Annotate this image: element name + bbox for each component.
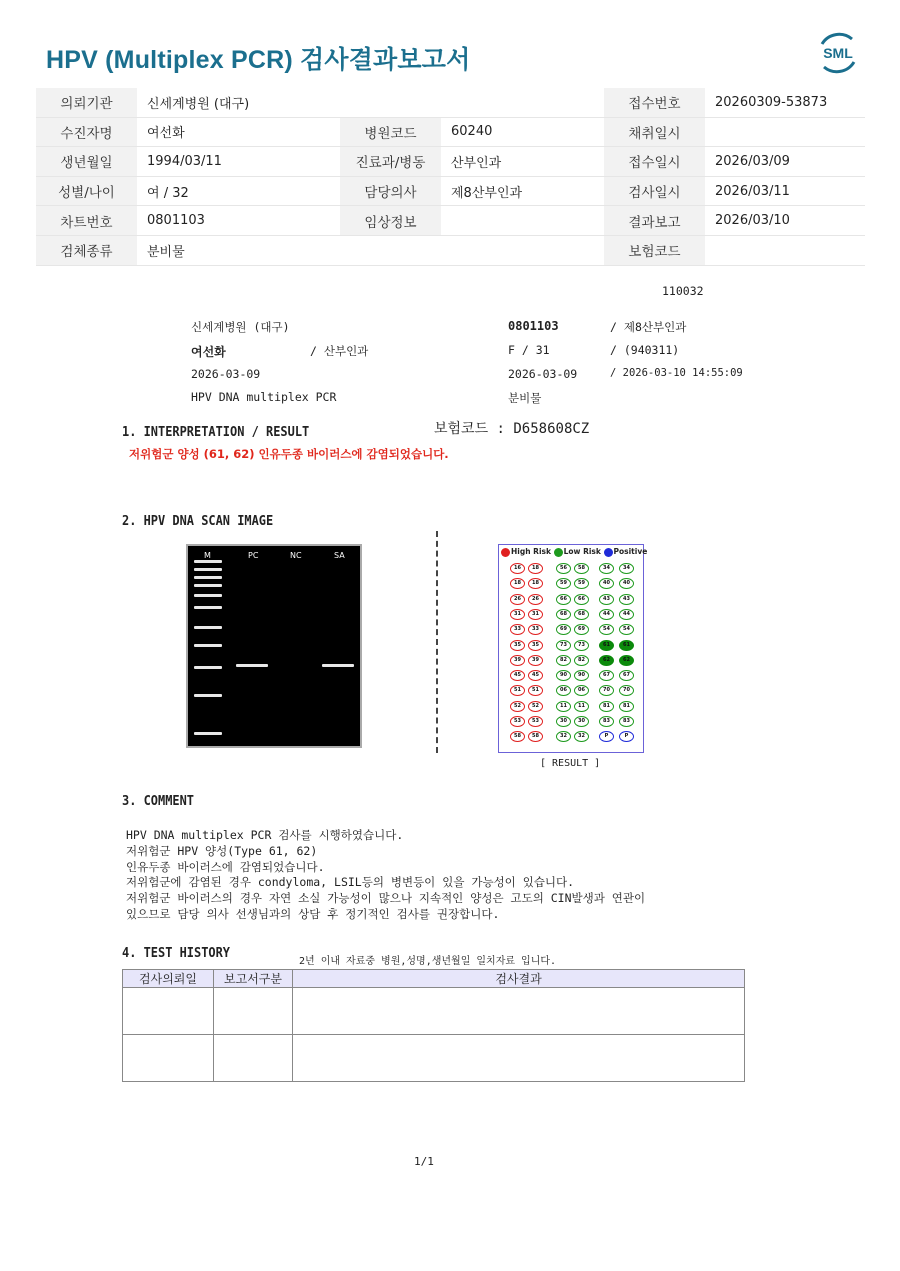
hpv-type-cell: 52 <box>528 701 543 712</box>
info-label: 검사일시 <box>604 176 705 206</box>
hpv-type-cell: 44 <box>619 609 634 620</box>
hpv-type-cell: 18 <box>510 578 525 589</box>
hpv-type-cell: 59 <box>556 578 571 589</box>
report-specimen: 분비물 <box>508 391 542 405</box>
marker-band <box>194 666 222 669</box>
info-row <box>36 147 865 177</box>
marker-band <box>194 626 222 629</box>
hpv-type-cell: 58 <box>510 731 525 742</box>
info-row <box>36 176 865 206</box>
info-row <box>36 235 865 265</box>
marker-band <box>194 584 222 587</box>
legend-low: Low Risk <box>563 547 601 556</box>
hpv-type-cell: 53 <box>510 716 525 727</box>
hpv-type-cell: 43 <box>619 594 634 605</box>
hpv-type-cell: 66 <box>574 594 589 605</box>
info-value: 0801103 <box>137 206 340 236</box>
section-history-title: 4. TEST HISTORY <box>122 946 231 961</box>
info-row <box>36 117 865 147</box>
info-value: 여선화 <box>137 117 340 147</box>
info-label: 성별/나이 <box>36 176 137 206</box>
hpv-type-cell: P <box>619 731 634 742</box>
info-value <box>705 117 865 147</box>
hpv-type-cell: 18 <box>528 578 543 589</box>
hpv-type-cell: 18 <box>528 563 543 574</box>
hpv-type-cell: 39 <box>510 655 525 666</box>
history-note: 2년 이내 자료중 병원,성명,생년월일 일치자료 입니다. <box>299 956 557 967</box>
hpv-type-cell: 81 <box>619 701 634 712</box>
section-scan-image-title: 2. HPV DNA SCAN IMAGE <box>122 514 274 529</box>
report-id-code: / (940311) <box>610 343 680 357</box>
info-label: 채취일시 <box>604 117 705 147</box>
hpv-type-cell: 90 <box>574 670 589 681</box>
hpv-type-cell: 68 <box>574 609 589 620</box>
hpv-type-cell: 58 <box>574 563 589 574</box>
hpv-type-cell: 32 <box>556 731 571 742</box>
comment-line: 저위험군 HPV 양성(Type 61, 62) <box>126 843 318 858</box>
info-value: 제8산부인과 <box>441 176 604 206</box>
info-value: 신세계병원 (대구) <box>137 88 604 117</box>
hpv-type-cell: 16 <box>510 563 525 574</box>
hpv-type-cell: 54 <box>619 624 634 635</box>
hpv-type-cell: 34 <box>619 563 634 574</box>
marker-band <box>194 560 222 563</box>
info-label: 차트번호 <box>36 206 137 236</box>
info-value: 산부인과 <box>441 147 604 177</box>
marker-band <box>194 568 222 571</box>
hpv-type-cell: 35 <box>510 640 525 651</box>
dashed-divider <box>436 531 438 753</box>
hpv-type-cell: 61 <box>619 640 634 651</box>
history-header-result: 검사결과 <box>293 970 745 988</box>
info-value: 여 / 32 <box>137 176 340 206</box>
legend-high: High Risk <box>511 547 551 556</box>
hpv-type-cell: 90 <box>556 670 571 681</box>
hpv-type-cell: 70 <box>599 685 614 696</box>
report-test-name: HPV DNA multiplex PCR <box>191 390 337 404</box>
info-label: 검체종류 <box>36 235 137 265</box>
info-row <box>36 206 865 236</box>
marker-band <box>194 576 222 579</box>
hpv-type-cell: 44 <box>599 609 614 620</box>
comment-body <box>126 828 645 923</box>
hpv-type-cell: 82 <box>556 655 571 666</box>
gel-lane-label: M <box>204 551 211 560</box>
info-value: 분비물 <box>137 235 604 265</box>
gel-electrophoresis-image <box>186 544 362 748</box>
report-code: 110032 <box>662 284 704 298</box>
info-label: 결과보고 <box>604 206 705 236</box>
hpv-type-cell: 11 <box>556 701 571 712</box>
info-label: 접수번호 <box>604 88 705 117</box>
info-value <box>441 206 604 236</box>
hpv-type-cell: 61 <box>599 640 614 651</box>
report-patient-name: 여선화 <box>191 345 226 359</box>
report-department: / 산부인과 <box>310 344 369 358</box>
info-value: 1994/03/11 <box>137 147 340 177</box>
hpv-type-cell: 31 <box>528 609 543 620</box>
report-hospital: 신세계병원 (대구) <box>191 320 290 334</box>
hpv-type-cell: 40 <box>599 578 614 589</box>
hpv-type-cell: 66 <box>556 594 571 605</box>
info-label: 진료과/병동 <box>340 147 441 177</box>
section-interpretation-title: 1. INTERPRETATION / RESULT <box>122 425 310 440</box>
report-date-1: 2026-03-09 <box>191 367 261 381</box>
hpv-type-cell: 83 <box>599 716 614 727</box>
hpv-type-cell: 43 <box>599 594 614 605</box>
hpv-type-cell: 59 <box>574 578 589 589</box>
hpv-type-cell: 58 <box>528 731 543 742</box>
hpv-type-cell: 30 <box>556 716 571 727</box>
table-row <box>123 988 745 1035</box>
info-label: 의뢰기관 <box>36 88 137 117</box>
comment-line: 있으므로 담당 의사 선생님과의 상담 후 정기적인 검사를 권장합니다. <box>126 906 500 921</box>
table-row <box>123 1035 745 1082</box>
legend-positive: Positive <box>613 547 648 556</box>
page-title: HPV (Multiplex PCR) 검사결과보고서 <box>46 46 471 74</box>
hpv-type-cell: 56 <box>556 563 571 574</box>
hpv-type-cell: 62 <box>619 655 634 666</box>
gel-lane-label: PC <box>248 551 259 560</box>
hpv-type-cell: 73 <box>556 640 571 651</box>
info-label: 임상정보 <box>340 206 441 236</box>
report-doctor: / 제8산부인과 <box>610 320 687 334</box>
hpv-type-cell: 53 <box>528 716 543 727</box>
hpv-type-cell: 26 <box>528 594 543 605</box>
high-risk-dot-icon <box>501 548 510 557</box>
sa-band <box>322 664 354 667</box>
hpv-type-cell: 26 <box>510 594 525 605</box>
hpv-type-cell: 40 <box>619 578 634 589</box>
hpv-type-cell: 06 <box>556 685 571 696</box>
report-date-2: 2026-03-09 <box>508 367 578 381</box>
pc-band <box>236 664 268 667</box>
hpv-type-cell: 11 <box>574 701 589 712</box>
hpv-type-cell: 32 <box>574 731 589 742</box>
comment-line: 인유두종 바이러스에 감염되었습니다. <box>126 859 325 874</box>
section-comment-title: 3. COMMENT <box>122 794 195 809</box>
marker-band <box>194 694 222 697</box>
marker-band <box>194 732 222 735</box>
test-history-table <box>122 969 745 1082</box>
info-value: 20260309-53873 <box>705 88 865 117</box>
hpv-type-cell: 69 <box>556 624 571 635</box>
sml-logo <box>814 30 862 76</box>
report-sex-age: F / 31 <box>508 343 550 357</box>
gel-lane-label: SA <box>334 551 345 560</box>
hpv-type-cell: 45 <box>510 670 525 681</box>
page-number: 1/1 <box>414 1155 434 1168</box>
info-value: 2026/03/09 <box>705 147 865 177</box>
info-label: 보험코드 <box>604 235 705 265</box>
hpv-type-cell: 30 <box>574 716 589 727</box>
hpv-type-cell: 31 <box>510 609 525 620</box>
hpv-type-cell: 06 <box>574 685 589 696</box>
low-risk-dot-icon <box>554 548 563 557</box>
grid-legend <box>501 547 647 557</box>
gel-lane-label: NC <box>290 551 302 560</box>
comment-line: 저위험군 바이러스의 경우 자연 소실 가능성이 많으나 지속적인 양성은 고도의 CIN발생과 연관이 <box>126 891 646 906</box>
hpv-type-cell: 67 <box>599 670 614 681</box>
info-label: 수진자명 <box>36 117 137 147</box>
interpretation-result: 저위험군 양성 (61, 62) 인유두종 바이러스에 감염되었습니다. <box>129 447 449 461</box>
marker-band <box>194 606 222 609</box>
insurance-code: 보험코드 : D658608CZ <box>434 421 590 437</box>
hpv-type-cell: 83 <box>619 716 634 727</box>
hpv-type-cell: 39 <box>528 655 543 666</box>
info-row <box>36 88 865 117</box>
hpv-type-cell: P <box>599 731 614 742</box>
grid-result-caption: [ RESULT ] <box>540 758 601 769</box>
hpv-type-cell: 34 <box>599 563 614 574</box>
hpv-type-cell: 69 <box>574 624 589 635</box>
info-value <box>705 235 865 265</box>
positive-dot-icon <box>604 548 613 557</box>
info-label: 접수일시 <box>604 147 705 177</box>
hpv-type-cell: 67 <box>619 670 634 681</box>
svg-text:SML: SML <box>823 45 853 61</box>
info-label: 생년월일 <box>36 147 137 177</box>
hpv-type-cell: 52 <box>510 701 525 712</box>
hpv-type-cell: 51 <box>510 685 525 696</box>
hpv-type-cell: 73 <box>574 640 589 651</box>
hpv-type-cell: 62 <box>599 655 614 666</box>
hpv-type-cell: 82 <box>574 655 589 666</box>
hpv-type-cell: 33 <box>528 624 543 635</box>
info-label: 담당의사 <box>340 176 441 206</box>
info-value: 60240 <box>441 117 604 147</box>
comment-line: 저위험군에 감염된 경우 condyloma, LSIL등의 병변등이 있을 가능성이 있습니다. <box>126 875 575 890</box>
marker-band <box>194 644 222 647</box>
patient-info-table <box>36 88 865 266</box>
history-header-type: 보고서구분 <box>214 970 293 988</box>
marker-band <box>194 594 222 597</box>
hpv-type-cell: 81 <box>599 701 614 712</box>
hpv-type-cell: 54 <box>599 624 614 635</box>
hpv-result-grid <box>498 544 648 753</box>
report-chart-number: 0801103 <box>508 319 559 333</box>
hpv-type-cell: 70 <box>619 685 634 696</box>
hpv-type-cell: 33 <box>510 624 525 635</box>
info-label: 병원코드 <box>340 117 441 147</box>
history-header-date: 검사의뢰일 <box>123 970 214 988</box>
hpv-type-cell: 68 <box>556 609 571 620</box>
hpv-type-cell: 45 <box>528 670 543 681</box>
hpv-type-cell: 51 <box>528 685 543 696</box>
hpv-type-cell: 35 <box>528 640 543 651</box>
info-value: 2026/03/11 <box>705 176 865 206</box>
comment-line: HPV DNA multiplex PCR 검사를 시행하였습니다. <box>126 828 404 842</box>
report-datetime: / 2026-03-10 14:55:09 <box>610 367 743 379</box>
info-value: 2026/03/10 <box>705 206 865 236</box>
